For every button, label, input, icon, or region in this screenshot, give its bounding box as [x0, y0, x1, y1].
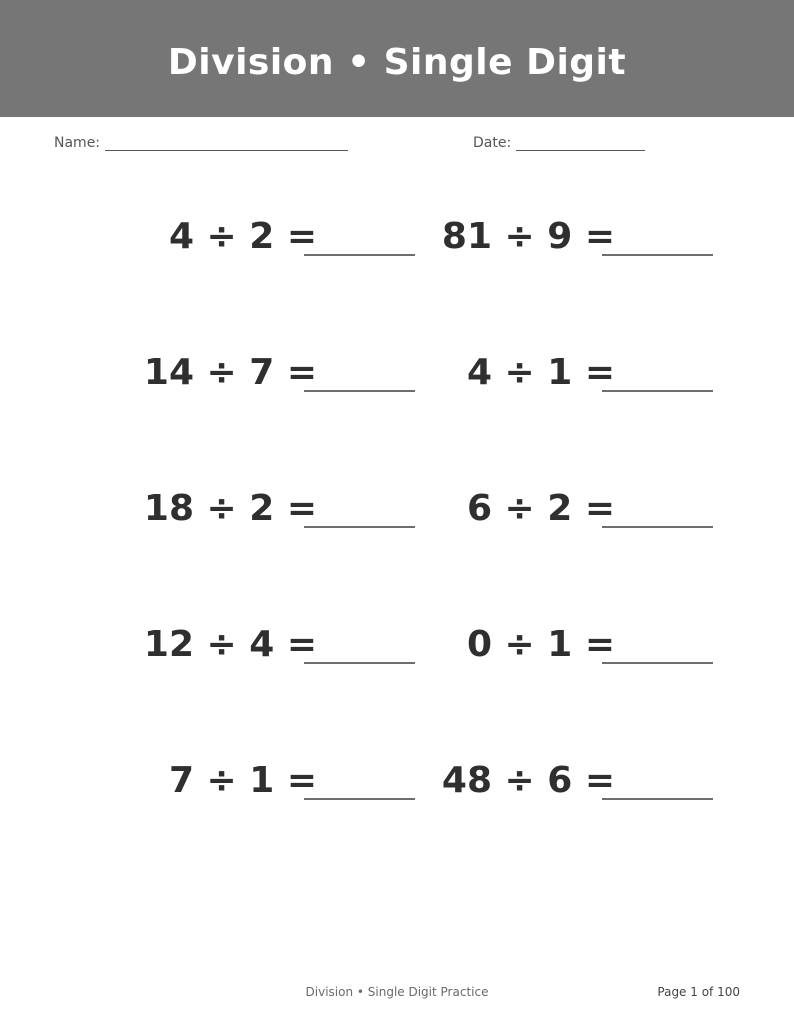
problem-expression: 48 ÷ 6 =	[441, 760, 615, 801]
date-blank-line	[516, 136, 645, 151]
problem-expression: 4 ÷ 2 =	[168, 216, 317, 257]
answer-line	[602, 662, 713, 664]
problem-expression: 81 ÷ 9 =	[441, 216, 615, 257]
problem-item	[115, 215, 415, 275]
problem-expression: 14 ÷ 7 =	[143, 352, 317, 393]
answer-line	[304, 526, 415, 528]
answer-line	[304, 798, 415, 800]
problem-item	[115, 759, 415, 819]
problem-expression: 0 ÷ 1 =	[466, 624, 615, 665]
page-number: Page 1 of 100	[657, 985, 740, 999]
answer-line	[602, 526, 713, 528]
problem-item	[115, 487, 415, 547]
answer-line	[304, 254, 415, 256]
problem-item	[413, 759, 713, 819]
footer-title: Division • Single Digit Practice	[305, 985, 489, 999]
problem-item	[115, 351, 415, 411]
worksheet-header	[0, 0, 794, 117]
problem-expression: 18 ÷ 2 =	[143, 488, 317, 529]
problem-item	[413, 351, 713, 411]
problem-expression: 12 ÷ 4 =	[143, 624, 317, 665]
problem-item	[413, 487, 713, 547]
name-field	[54, 135, 348, 151]
name-blank-line	[105, 136, 348, 151]
problem-item	[413, 215, 713, 275]
answer-line	[304, 662, 415, 664]
problem-item	[413, 623, 713, 683]
problem-expression: 7 ÷ 1 =	[168, 760, 317, 801]
problem-expression: 6 ÷ 2 =	[466, 488, 615, 529]
answer-line	[304, 390, 415, 392]
name-label: Name:	[54, 135, 101, 151]
date-field	[473, 135, 645, 151]
worksheet-title: Division • Single Digit	[167, 42, 627, 83]
answer-line	[602, 390, 713, 392]
date-label: Date:	[473, 135, 512, 151]
problem-item	[115, 623, 415, 683]
answer-line	[602, 254, 713, 256]
answer-line	[602, 798, 713, 800]
problem-expression: 4 ÷ 1 =	[466, 352, 615, 393]
